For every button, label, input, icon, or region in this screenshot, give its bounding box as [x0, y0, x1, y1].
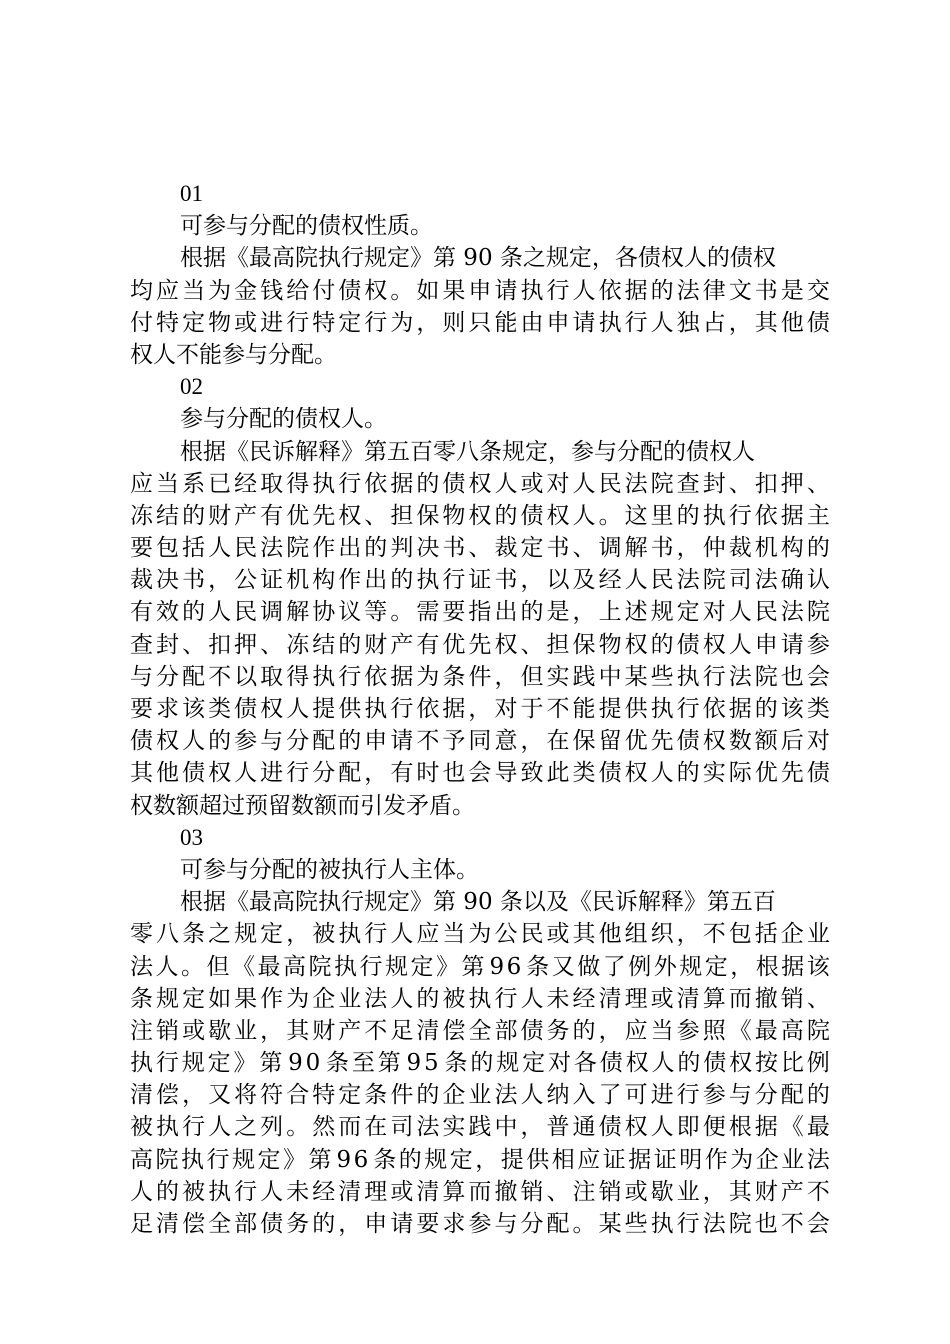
paragraph-line: 权人不能参与分配。: [130, 341, 337, 368]
section-number: 01: [180, 181, 203, 206]
paragraph-line: 清 偿 ， 又 将 符 合 特 定 条 件 的 企 业 法 人 纳 入 了 可 进 行 参 与 分 配 的: [130, 1082, 830, 1109]
paragraph-line: 根据《民诉解释》第五百零八条规定，参与分配的债权人: [180, 438, 755, 465]
section-heading: 可参与分配的债权性质。: [180, 213, 433, 240]
paragraph-line: 要 求 该 类 债 权 人 提 供 执 行 依 据 ， 对 于 不 能 提 供 执 行 依 据 的 该 类: [130, 696, 830, 722]
paragraph-line: 注 销 或 歇 业 ， 其 财 产 不 足 清 偿 全 部 债 务 的 ， 应 当 参 照 《 最 高 院: [130, 1017, 830, 1044]
paragraph-line: 执 行 规 定 》 第 9 0 条 至 第 9 5 条 的 规 定 对 各 债 权 人 的 债 权 按 比 例: [130, 1050, 830, 1077]
paragraph-line: 根据《最高院执行规定》第 90 条之规定，各债权人的债权: [180, 245, 776, 272]
paragraph-line: 足 清 偿 全 部 债 务 的 ， 申 请 要 求 参 与 分 配 。 某 些 执 行 法 院 也 不 会: [130, 1211, 830, 1237]
paragraph-line: 法 人 。 但 《 最 高 院 执 行 规 定 》 第 9 6 条 又 做 了 例 外 规 定 ， 根 据 该: [130, 953, 830, 980]
paragraph-line: 其 他 债 权 人 进 行 分 配 ， 有 时 也 会 导 致 此 类 债 权 人 的 实 际 优 先 债: [130, 760, 830, 787]
paragraph-line: 高 院 执 行 规 定 》 第 9 6 条 的 规 定 ， 提 供 相 应 证 据 证 明 作 为 企 业 法: [130, 1146, 830, 1173]
paragraph-line: 与 分 配 不 以 取 得 执 行 依 据 为 条 件 ， 但 实 践 中 某 些 执 行 法 院 也 会: [130, 663, 830, 690]
paragraph-line: 有 效 的 人 民 调 解 协 议 等 。 需 要 指 出 的 是 ， 上 述 规 定 对 人 民 法 院: [130, 599, 830, 626]
paragraph-line: 权数额超过预留数额而引发矛盾。: [130, 792, 475, 819]
paragraph-line: 付 特 定 物 或 进 行 特 定 行 为 ， 则 只 能 由 申 请 执 行 人 独 占 ， 其 他 债: [130, 309, 830, 336]
paragraph-line: 根据《最高院执行规定》第 90 条以及《民诉解释》第五百: [180, 889, 776, 916]
paragraph-line: 裁 决 书 ， 公 证 机 构 作 出 的 执 行 证 书 ， 以 及 经 人 民 法 院 司 法 确 认: [130, 567, 830, 594]
document-body: [130, 178, 830, 1240]
paragraph-line: 人 的 被 执 行 人 未 经 清 理 或 清 算 而 撤 销 、 注 销 或 歇 业 ， 其 财 产 不: [130, 1178, 830, 1205]
paragraph-line: 冻 结 的 财 产 有 优 先 权 、 担 保 物 权 的 债 权 人 。 这 里 的 执 行 依 据 主: [130, 502, 830, 529]
paragraph-line: 债 权 人 的 参 与 分 配 的 申 请 不 予 同 意 ， 在 保 留 优 先 债 权 数 额 后 对: [130, 728, 830, 755]
paragraph-line: 应 当 系 已 经 取 得 执 行 依 据 的 债 权 人 或 对 人 民 法 院 查 封 、 扣 押 、: [130, 470, 830, 497]
paragraph-line: 条 规 定 如 果 作 为 企 业 法 人 的 被 执 行 人 未 经 清 理 或 清 算 而 撤 销 、: [130, 985, 830, 1012]
section-heading: 可参与分配的被执行人主体。: [180, 856, 479, 883]
paragraph-line: 均 应 当 为 金 钱 给 付 债 权 。 如 果 申 请 执 行 人 依 据 的 法 律 文 书 是 交: [130, 277, 830, 304]
paragraph-line: 零 八 条 之 规 定 ， 被 执 行 人 应 当 为 公 民 或 其 他 组 织 ， 不 包 括 企 业: [130, 921, 830, 948]
paragraph-line: 要 包 括 人 民 法 院 作 出 的 判 决 书 、 裁 定 书 、 调 解 书 ， 仲 裁 机 构 的: [130, 535, 830, 562]
section-heading: 参与分配的债权人。: [180, 406, 387, 433]
paragraph-line: 查 封 、 扣 押 、 冻 结 的 财 产 有 优 先 权 、 担 保 物 权 的 债 权 人 申 请 参: [130, 631, 830, 658]
section-number: 02: [180, 374, 203, 400]
paragraph-line: 被 执 行 人 之 列 。 然 而 在 司 法 实 践 中 ， 普 通 债 权 人 即 便 根 据 《 最: [130, 1114, 830, 1141]
section-number: 03: [180, 824, 203, 850]
